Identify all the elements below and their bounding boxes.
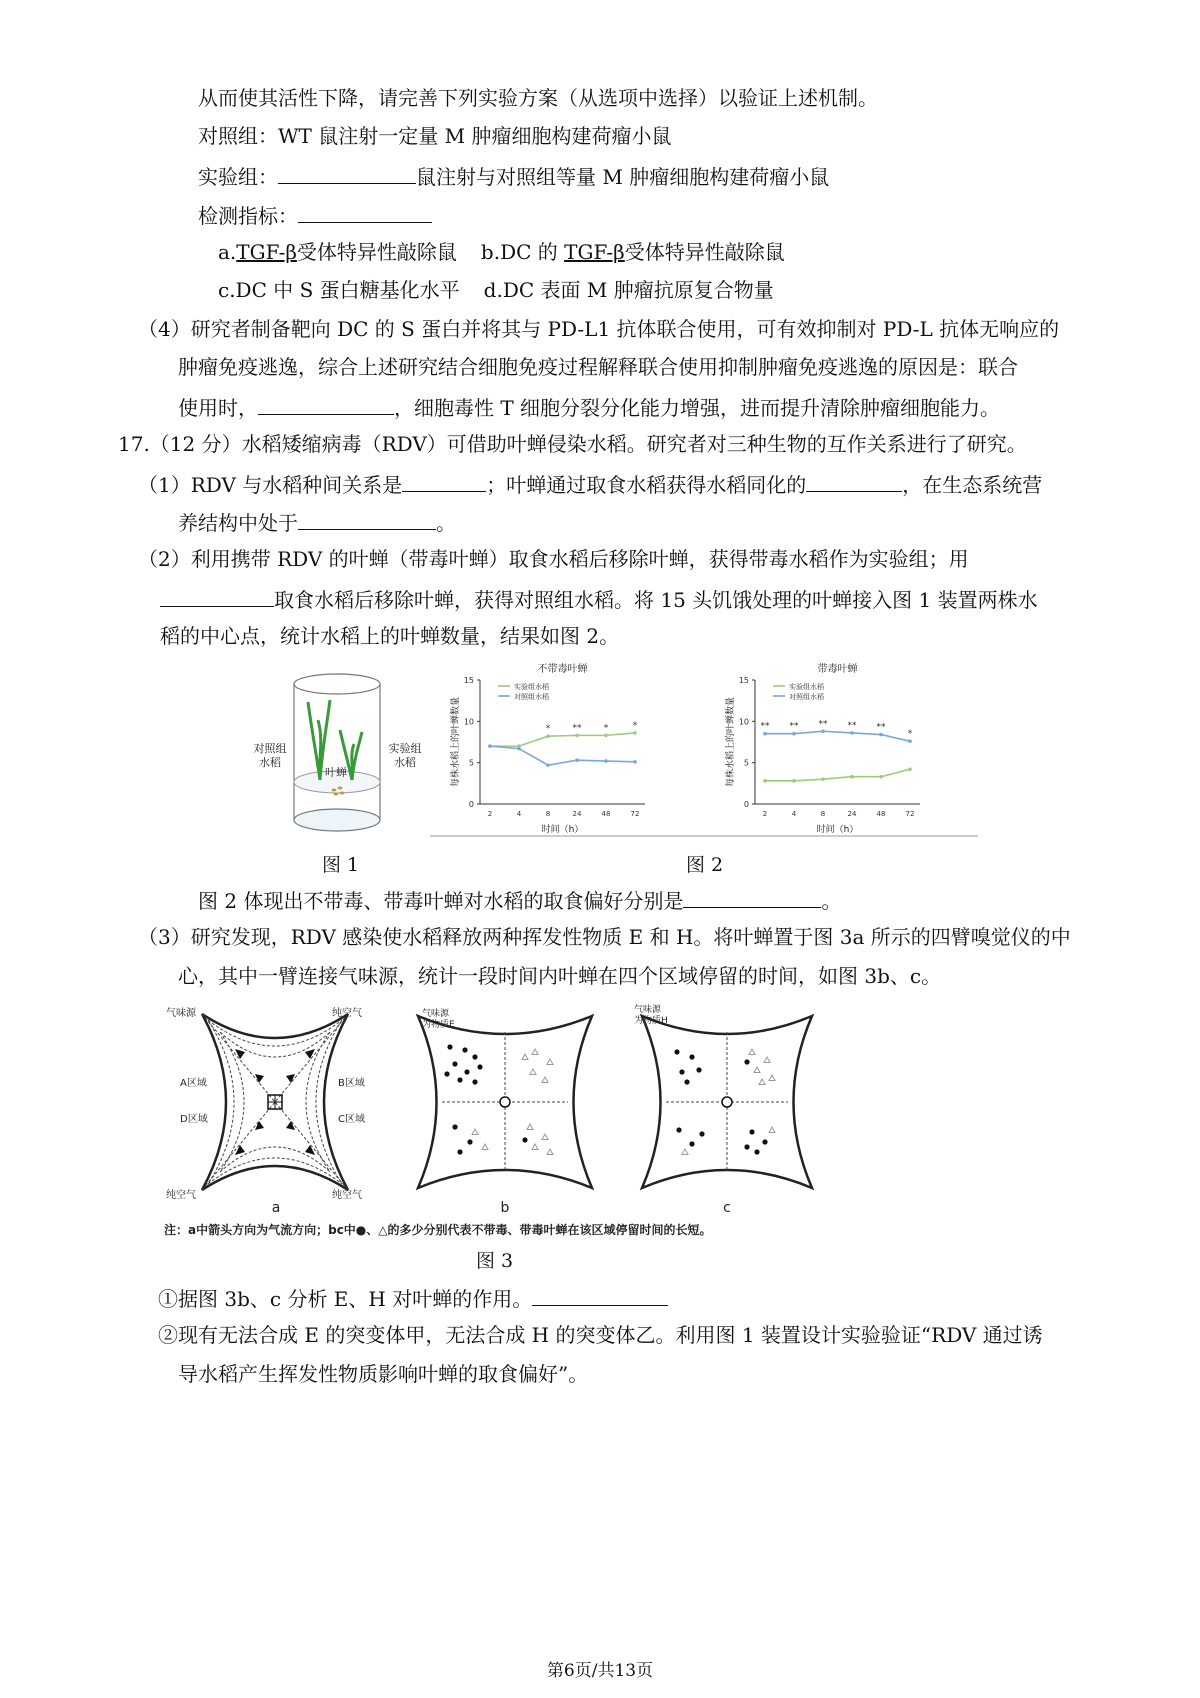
uninfected-marker [472,1054,477,1059]
x-tick-label: 4 [516,810,522,818]
panel-a [166,1006,365,1216]
options-cd [218,276,774,304]
infected-marker [547,1059,553,1065]
figure1-apparatus [250,662,425,840]
x-tick-label: 8 [545,810,551,818]
detect-label: 检测指标： [198,204,298,228]
answer-blank-pref[interactable] [683,885,821,908]
data-point [633,760,637,764]
infected-marker [764,1057,770,1063]
opt-a-underline: TGF-β [236,240,297,264]
cylinder-top [294,674,380,694]
pref-pre: 图 2 体现出不带毒、带毒叶蝉对水稻的取食偏好分别是 [198,889,684,913]
panel-c-letter: c [723,1200,731,1216]
pure-air-label-1: 纯空气 [332,1008,362,1019]
q16-line: 从而使其活性下降，请完善下列实验方案（从选项中选择）以验证上述机制。 [198,86,878,110]
zone-d-label: D区域 [180,1114,208,1125]
opt-d: d.DC 表面 M 肿瘤抗原复合物量 [483,278,774,302]
p4-l3-pre: 使用时， [178,396,258,420]
p2-line1: （2）利用携带 RDV 的叶蝉（带毒叶蝉）取食水稻后移除叶蝉，获得带毒水稻作为实验组；用 [138,547,969,571]
fig3-caption: 图 3 [476,1250,514,1272]
legend-entry: 对照组水稻 [514,693,549,701]
answer-blank-qa[interactable] [532,1283,668,1306]
answer-blank-p1-1[interactable] [402,469,486,492]
infected-marker [682,1149,688,1155]
data-point [879,775,883,779]
x-axis-label: 时间（h） [541,825,584,835]
answer-blank-p1-2[interactable] [806,469,902,492]
data-point [821,729,825,733]
chart-title: 带毒叶蝉 [817,664,858,675]
uninfected-marker [749,1129,754,1134]
y-tick-label: 0 [468,800,474,809]
answer-blank-p1-3[interactable] [298,507,436,530]
panel-a-letter: a [271,1200,281,1216]
uninfected-marker [462,1047,467,1052]
answer-blank-p2[interactable] [160,584,274,607]
detect-line [198,200,432,230]
data-point [575,758,579,762]
infected-marker [472,1129,478,1135]
opt-b-pre: b.DC 的 [480,240,565,264]
significance-marker: * [632,720,638,731]
legend-entry: 实验组水稻 [514,683,549,691]
infected-marker [542,1134,548,1140]
uninfected-marker [689,1054,694,1059]
uninfected-marker [452,1061,457,1066]
data-point [604,734,608,738]
q-a-text: ①据图 3b、c 分析 E、H 对叶蝉的作用。 [158,1287,533,1311]
x-tick-label: 48 [601,810,611,818]
uninfected-marker [522,1137,527,1142]
p1-b: ；叶蝉通过取食水稻获得水稻同化的 [486,473,807,497]
significance-marker: ** [760,721,770,732]
p1-a: （1）RDV 与水稻种间关系是 [138,473,403,497]
panel-b-letter: b [500,1200,510,1216]
series-line [765,769,910,781]
legend-entry: 实验组水稻 [789,683,824,691]
uninfected-marker [464,1069,469,1074]
uninfected-marker [744,1059,749,1064]
significance-marker: ** [818,719,828,730]
exp-post: 鼠注射与对照组等量 M 肿瘤细胞构建荷瘤小鼠 [416,165,830,189]
data-point [488,744,492,748]
infected-marker [542,1077,548,1083]
infected-marker [532,1144,538,1150]
fig1-left-label: 对照组 [253,742,287,755]
opt-a-pre: a. [218,240,237,264]
opt-c: c.DC 中 S 蛋白糖基化水平 [218,278,460,302]
p3-line1: （3）研究发现，RDV 感染使水稻释放两种挥发性物质 E 和 H。将叶蝉置于图 3a 所示的四臂嗅觉仪的中 [138,925,1071,949]
fig2-caption: 图 2 [686,854,724,876]
infected-marker [749,1049,755,1055]
p4-line2: 肿瘤免疫逃逸，综合上述研究结合细胞免疫过程解释联合使用抑制肿瘤免疫逃逸的原因是：联合 [178,355,1018,379]
pure-air-label-3: 纯空气 [332,1190,362,1201]
pref-post: 。 [821,889,842,913]
panel-b-src-1: 气味源 [422,1009,450,1019]
x-tick-label: 24 [847,810,857,818]
significance-marker: * [545,724,551,735]
data-point [763,779,767,783]
opt-b-post: 受体特异性敲除鼠 [624,240,785,264]
uninfected-marker [457,1149,462,1154]
p4-l3-post: ，细胞毒性 T 细胞分裂分化能力增强，进而提升清除肿瘤细胞能力。 [394,396,1001,420]
q17-head: 17.（12 分）水稻矮缩病毒（RDV）可借助叶蝉侵染水稻。研究者对三种生物的互作关系进行了研究。 [118,432,1027,456]
y-tick-label: 5 [743,758,749,768]
zone-a-label: A区域 [180,1078,207,1089]
p2-line3: 稻的中心点，统计水稻上的叶蝉数量，结果如图 2。 [160,624,620,648]
p1-e: 。 [436,511,456,535]
significance-marker: * [603,723,609,734]
q-b-line1: ②现有无法合成 E 的突变体甲，无法合成 H 的突变体乙。利用图 1 装置设计实验验证“RDV 通过诱 [158,1323,1043,1347]
p4-line3 [178,392,1000,422]
uninfected-marker [452,1124,457,1129]
experiment-group-line [198,161,829,191]
data-point [850,775,854,779]
data-point [633,731,637,735]
panel-b [418,1007,592,1216]
uninfected-marker [684,1079,689,1084]
infected-marker [522,1054,528,1060]
pure-air-label-2: 纯空气 [166,1190,196,1201]
x-tick-label: 24 [572,810,582,818]
panel-b-src-2: 为物质E [422,1020,455,1030]
fig1-right-label-2: 水稻 [394,756,416,769]
preference-line [198,885,841,915]
p4-line1: （4）研究者制备靶向 DC 的 S 蛋白并将其与 PD-L1 抗体联合使用，可有效抑制对 PD-L 抗体无响应的 [138,317,1060,341]
p2-l2-post: 取食水稻后移除叶蝉，获得对照组水稻。将 15 头饥饿处理的叶蝉接入图 1 装置两株水 [274,588,1038,612]
data-point [879,733,883,737]
series-line [490,746,635,765]
insect-label: 叶蝉 [325,766,347,779]
options-ab [218,238,785,266]
uninfected-marker [447,1044,452,1049]
uninfected-marker [699,1131,704,1136]
chart-title: 不带毒叶蝉 [537,664,588,675]
infected-marker [547,1149,553,1155]
data-point [850,731,854,735]
p3-line2: 心，其中一臂连接气味源，统计一段时间内叶蝉在四个区域停留的时间，如图 3b、c。 [178,964,942,988]
infected-marker [769,1127,775,1133]
y-tick-label: 15 [738,676,749,685]
answer-blank-exp-group[interactable] [278,161,416,184]
data-point [517,747,521,751]
panel-c [634,1003,812,1216]
fig1-left-label-2: 水稻 [259,756,281,769]
significance-marker: ** [789,721,799,732]
infected-marker [532,1049,538,1055]
y-axis-label: 每株水稻上的叶蝉数量 [451,696,461,788]
x-tick-label: 72 [905,810,915,818]
infected-marker [769,1075,775,1081]
y-tick-label: 10 [463,717,474,727]
odor-source-label: 气味源 [166,1008,196,1019]
p1-c: ，在生态系统营 [902,473,1043,497]
x-tick-label: 72 [630,810,640,818]
figure3-olfactometer [160,1002,850,1244]
y-tick-label: 5 [468,758,474,768]
q-a-line [158,1283,668,1313]
opt-b-underline: TGF-β [564,240,625,264]
data-point [763,732,767,736]
infected-marker [482,1144,488,1150]
exp-pre: 实验组： [198,165,278,189]
data-point [792,779,796,783]
legend-entry: 对照组水稻 [789,693,824,701]
x-tick-label: 2 [487,810,493,818]
uninfected-marker [472,1079,477,1084]
data-point [908,739,912,743]
figure3-note: 注：a中箭头方向为气流方向；bc中●、△的多少分别代表不带毒、带毒叶蝉在该区域停留时间的长短。 [164,1223,712,1237]
y-axis-label: 每株水稻上的叶蝉数量 [726,696,736,788]
data-point [821,777,825,781]
y-tick-label: 0 [743,800,749,809]
data-point [604,759,608,763]
significance-marker: * [907,729,913,740]
significance-marker: ** [876,722,886,733]
opt-a-post: 受体特异性敲除鼠 [296,240,457,264]
uninfected-marker [467,1139,472,1144]
x-tick-label: 4 [791,810,797,818]
infected-marker [759,1079,765,1085]
x-tick-label: 2 [762,810,768,818]
uninfected-marker [696,1067,701,1072]
data-point [546,763,550,767]
q-b-line2: 导水稻产生挥发性物质影响叶蝉的取食偏好”。 [178,1362,589,1386]
uninfected-marker [679,1069,684,1074]
uninfected-marker [457,1077,462,1082]
control-group-line: 对照组：WT 鼠注射一定量 M 肿瘤细胞构建荷瘤小鼠 [198,124,672,148]
uninfected-marker [674,1049,679,1054]
uninfected-marker [754,1149,759,1154]
uninfected-marker [444,1071,449,1076]
uninfected-marker [689,1141,694,1146]
page-footer: 第6页/共13页 [546,1661,654,1681]
x-tick-label: 48 [876,810,886,818]
p1-line2 [178,507,456,537]
zone-c-label: C区域 [338,1114,365,1125]
uninfected-marker [477,1064,482,1069]
chart-uninfected [449,662,645,835]
uninfected-marker [762,1139,767,1144]
data-point [908,767,912,771]
figure2-charts [430,662,980,840]
significance-marker: ** [847,720,857,731]
infected-marker [530,1069,536,1075]
uninfected-marker [676,1127,681,1132]
answer-blank-p4[interactable] [258,392,394,415]
fig1-caption: 图 1 [322,854,360,876]
data-point [546,734,550,738]
panel-b-markers [444,1044,553,1154]
x-axis-label: 时间（h） [816,825,859,835]
cylinder-bottom [294,809,380,831]
series-line [765,731,910,741]
data-point [792,732,796,736]
significance-marker: ** [572,723,582,734]
p2-line2 [160,584,1038,614]
panel-c-src-1: 气味源 [634,1005,662,1015]
fig1-right-label: 实验组 [388,742,422,755]
answer-blank-detect[interactable] [298,200,432,223]
chart-infected [724,662,920,835]
zone-b-label: B区域 [338,1078,365,1089]
p1-line1 [138,469,1042,499]
p1-d: 养结构中处于 [178,511,298,535]
infected-marker [754,1067,760,1073]
series-line [490,733,635,746]
y-tick-label: 15 [463,676,474,685]
infected-marker [527,1124,533,1130]
x-tick-label: 8 [820,810,826,818]
data-point [575,734,579,738]
y-tick-label: 10 [738,717,749,727]
uninfected-marker [744,1144,749,1149]
panel-c-src-2: 为物质H [634,1016,668,1026]
